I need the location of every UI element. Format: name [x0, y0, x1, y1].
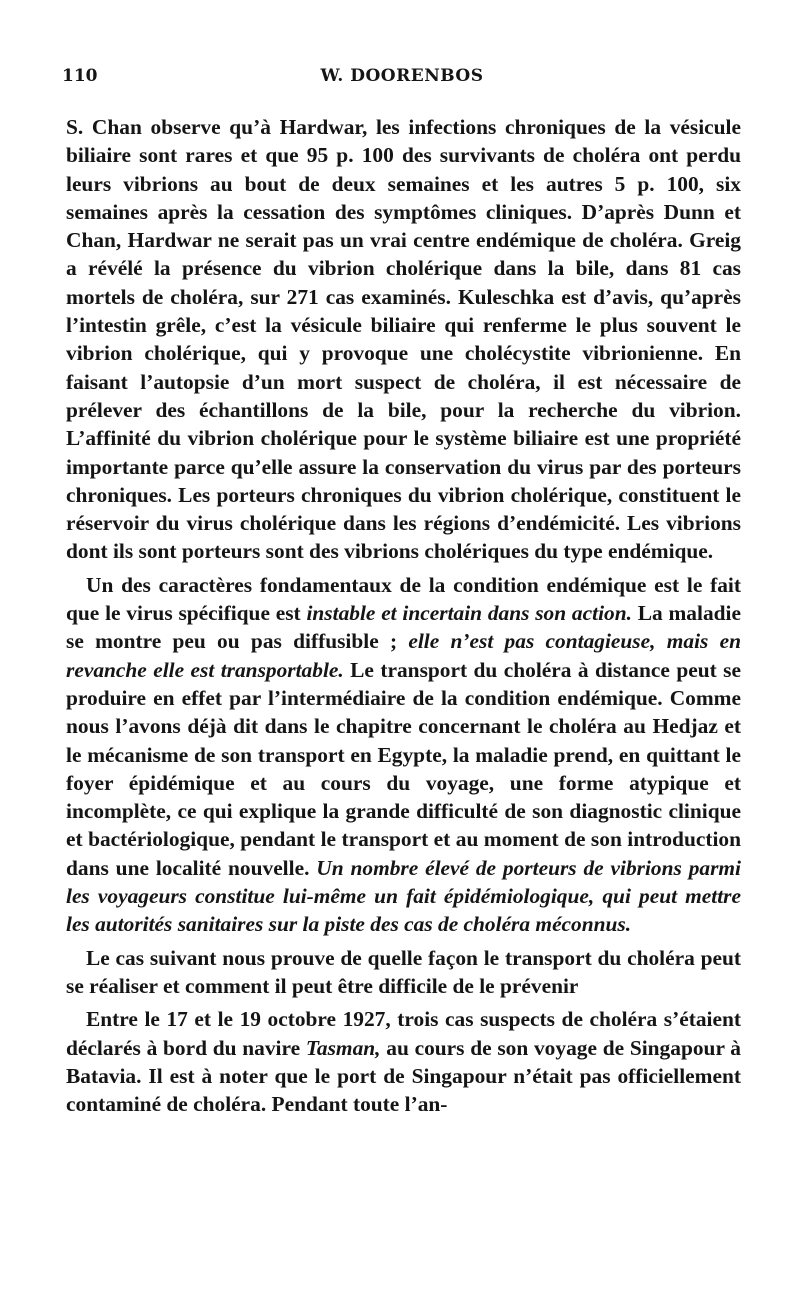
emphasis-text: elle n’est pas contagieuse, mais en revanche elle est transportable. — [66, 629, 741, 682]
paragraph-text: La maladie se montre peu ou pas diffusible ; — [66, 601, 741, 654]
paragraph-4 — [66, 1005, 741, 1118]
paragraph-2 — [66, 571, 741, 939]
body-text — [66, 113, 741, 1123]
paragraph-text: Le transport du choléra à distance peut se produire en effet par l’intermédiaire de la condition endémique. Comme nous l’avons déjà dit dans le chapitre concernant le choléra au Hedjaz et le mécanisme de son transport en Egypte, la maladie prend, en quittant le foyer épidémique et au cours du voyage, une forme atypique et incomplète, ce qui explique la grande difficulté de son diagnostic clinique et bactériologique, pendant le transport et au moment de son introduction dans une localité nouvelle. — [66, 657, 741, 880]
paragraph-text: Entre le 17 et le 19 octobre 1927, trois cas suspects de choléra s’étaient déclarés à bord du navire — [66, 1007, 741, 1060]
paragraph-text: au cours de son voyage de Singapour à Batavia. Il est à noter que le port de Singapour n’était pas officiellement contaminé de choléra. Pendant toute l’an- — [66, 1035, 741, 1117]
running-header — [62, 66, 742, 92]
paragraph-1 — [66, 113, 741, 566]
paragraph-text: S. Chan observe qu’à Hardwar, les infections chroniques de la vésicule biliaire sont rares et que 95 p. 100 des survivants de choléra ont perdu leurs vibrions au bout de deux semaines et les autres 5 p. 100, six semaines après la cessation des symptômes cliniques. D’après Dunn et Chan, Hardwar ne serait pas un vrai centre endémique de choléra. Greig a révélé la présence du vibrion cholérique dans la bile, dans 81 cas mortels de choléra, sur 271 cas examinés. Kuleschka est d’avis, qu’après l’intestin grêle, c’est la vésicule biliaire qui renferme le plus souvent le vibrion cholérique, qui y provoque une cholécystite vibrionienne. En faisant l’autopsie d’un mort suspect de choléra, il est nécessaire de prélever des échantillons de la bile, pour la recherche du vibrion. L’affinité du vibrion cholérique pour le système biliaire est une propriété importante parce qu’elle assure la conservation du virus par des porteurs chroniques. Les porteurs chroniques du vibrion cholérique, constituent le réservoir du virus cholérique dans les régions d’endémicité. Les vibrions dont ils sont porteurs sont des vibrions cholériques du type endémique. — [66, 115, 741, 564]
paragraph-text: Le cas suivant nous prouve de quelle façon le transport du choléra peut se réaliser et comment il peut être difficile de le prévenir — [66, 945, 741, 998]
paragraph-3 — [66, 944, 741, 1001]
emphasis-text: instable et incertain dans son action. — [306, 601, 632, 626]
emphasis-text: Un nombre élevé de porteurs de vibrions parmi les voyageurs constitue lui-même un fait épidémiologique, qui peut mettre les autorités sanitaires sur la piste des cas de choléra méconnus. — [66, 855, 741, 937]
emphasis-text: Tasman, — [305, 1035, 381, 1060]
running-title: W. DOORENBOS — [320, 66, 484, 86]
page-number: 110 — [62, 66, 98, 86]
paragraph-text: Un des caractères fondamentaux de la condition endémique est le fait que le virus spécifique est — [66, 572, 741, 626]
